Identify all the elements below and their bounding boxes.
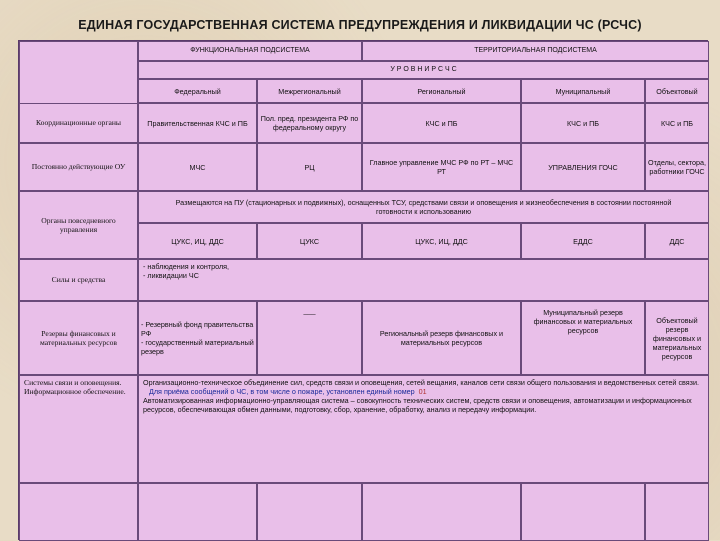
level-interregional: Межрегиональный bbox=[257, 79, 362, 103]
reserves-federal: - Резервный фонд правительства РФ - государственный материальный резерв bbox=[138, 301, 257, 375]
level-municipal: Муниципальный bbox=[521, 79, 645, 103]
emergency-number: 01 bbox=[418, 387, 427, 396]
level-federal: Федеральный bbox=[138, 79, 257, 103]
row-label-comms: Системы связи и оповещения. Информационное обеспечение. bbox=[19, 375, 138, 483]
row-label-daily: Органы повседневного управления bbox=[19, 191, 138, 259]
header-levels: У Р О В Н И Р С Ч С bbox=[138, 61, 709, 79]
reserves-interregional: ___ bbox=[257, 301, 362, 375]
level-regional: Региональный bbox=[362, 79, 521, 103]
row-label-reserves: Резервы финансовых и материальных ресурсов bbox=[19, 301, 138, 375]
reserves-municipal: Муниципальный резерв финансовых и материальных ресурсов bbox=[521, 301, 645, 375]
page-title: ЕДИНАЯ ГОСУДАРСТВЕННАЯ СИСТЕМА ПРЕДУПРЕЖДЕНИЯ И ЛИКВИДАЦИИ ЧС (РСЧС) bbox=[78, 18, 642, 32]
perm-municipal: УПРАВЛЕНИЯ ГОЧС bbox=[521, 143, 645, 191]
daily-regional: ЦУКС, ИЦ, ДДС bbox=[362, 223, 521, 259]
daily-object: ДДС bbox=[645, 223, 709, 259]
reserves-object: Объектовый резерв финансовых и материальных ресурсов bbox=[645, 301, 709, 375]
empty-cell bbox=[19, 483, 138, 541]
forces-value: - наблюдения и контроля, - ликвидации ЧС bbox=[138, 259, 709, 301]
coord-federal: Правительственная КЧС и ПБ bbox=[138, 103, 257, 143]
comms-line-2-text: Для приёма сообщений о ЧС, в том числе о пожаре, установлен единый номер bbox=[149, 387, 415, 396]
comms-line-1: Организационно-техническое объединение сил, средств связи и оповещения, сетей вещания, каналов сети связи общего пользования и ведомственных сетей связи. bbox=[143, 378, 699, 387]
empty-cell bbox=[257, 483, 362, 541]
empty-cell bbox=[645, 483, 709, 541]
daily-interregional: ЦУКС bbox=[257, 223, 362, 259]
comms-value bbox=[138, 375, 709, 483]
comms-line-2 bbox=[143, 387, 704, 396]
row-label-permanent: Постоянно действующие ОУ bbox=[19, 143, 138, 191]
row-label-coordination: Координационные органы bbox=[19, 103, 138, 143]
empty-cell bbox=[521, 483, 645, 541]
daily-note: Размещаются на ПУ (стационарных и подвижных), оснащенных ТСУ, средствами связи и оповещения и жизнеобеспечения в состоянии постоянной готовности к использованию bbox=[138, 191, 709, 223]
header-territorial: ТЕРРИТОРИАЛЬНАЯ ПОДСИСТЕМА bbox=[362, 41, 709, 61]
perm-regional: Главное управление МЧС РФ по РТ – МЧС РТ bbox=[362, 143, 521, 191]
comms-line-3: Автоматизированная информационно-управляющая система – совокупность технических систем, средств связи и оповещения, автоматизации и информационных ресурсов, обеспечивающая обмен данными, подготовку, сбор, хранение, обработку, анализ и передачу информации. bbox=[143, 396, 692, 414]
perm-federal: МЧС bbox=[138, 143, 257, 191]
header-functional: ФУНКЦИОНАЛЬНАЯ ПОДСИСТЕМА bbox=[138, 41, 362, 61]
coord-regional: КЧС и ПБ bbox=[362, 103, 521, 143]
level-object: Объектовый bbox=[645, 79, 709, 103]
daily-federal: ЦУКС, ИЦ, ДДС bbox=[138, 223, 257, 259]
empty-cell bbox=[138, 483, 257, 541]
coord-interregional: Пол. пред. президента РФ по федеральному округу bbox=[257, 103, 362, 143]
daily-municipal: ЕДДС bbox=[521, 223, 645, 259]
coord-object: КЧС и ПБ bbox=[645, 103, 709, 143]
perm-interregional: РЦ bbox=[257, 143, 362, 191]
rschs-table bbox=[18, 40, 708, 540]
reserves-regional: Региональный резерв финансовых и материальных ресурсов bbox=[362, 301, 521, 375]
coord-municipal: КЧС и ПБ bbox=[521, 103, 645, 143]
perm-object: Отделы, сектора, работники ГОЧС bbox=[645, 143, 709, 191]
empty-cell bbox=[362, 483, 521, 541]
row-label-forces: Силы и средства bbox=[19, 259, 138, 301]
